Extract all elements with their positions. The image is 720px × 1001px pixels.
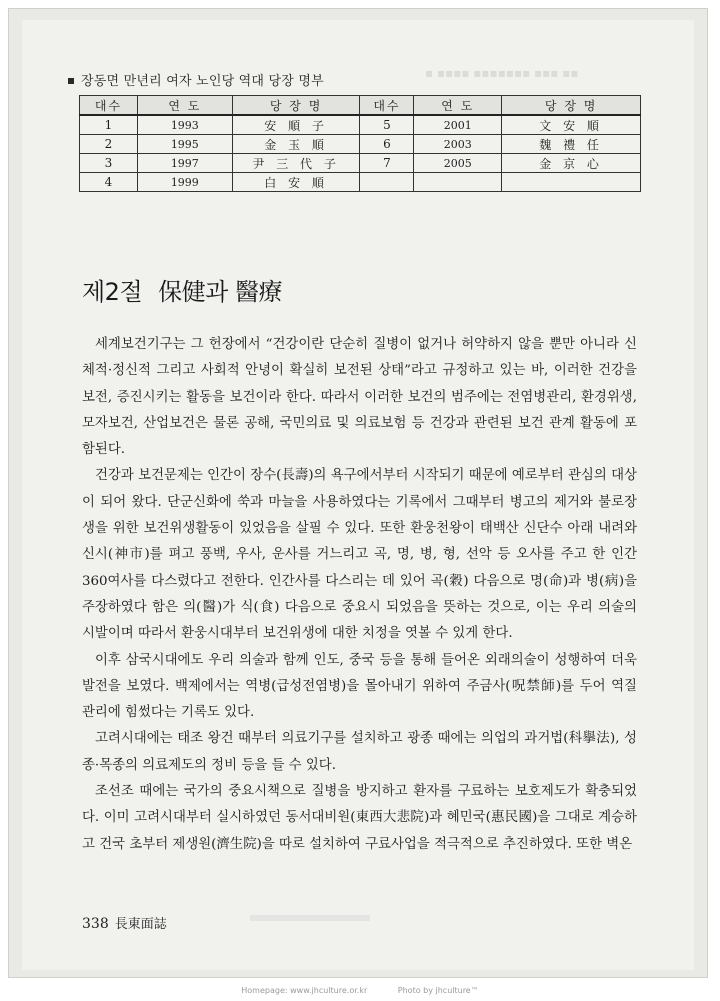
head-name-cell: 金 玉 順: [232, 135, 360, 154]
book-title: 長東面誌: [114, 917, 167, 932]
homepage-credit: Homepage: www.jhculture.or.kr: [241, 986, 368, 995]
year-cell: [414, 173, 502, 192]
header-cell: 대수: [80, 96, 138, 116]
term-cell: 6: [360, 135, 414, 154]
term-cell: [360, 173, 414, 192]
head-name-cell: 尹 三 代 子: [232, 154, 360, 173]
head-name-cell: 安 順 子: [232, 115, 360, 135]
table-row: [80, 135, 641, 154]
header-cell: 연 도: [414, 96, 502, 116]
head-name-cell: 金 京 心: [502, 154, 641, 173]
bleed-through-text: ▪ ▪▪▪▪ ▪▪▪▪▪▪▪ ▪▪▪ ▪▪: [425, 66, 579, 80]
section-title: 保健과 醫療: [158, 278, 282, 306]
header-cell: 당 장 명: [232, 96, 360, 116]
header-cell: 연 도: [137, 96, 232, 116]
paragraph: 고려시대에는 태조 왕건 때부터 의료기구를 설치하고 광종 때에는 의업의 과거법(科擧法), 성종·목종의 의료제도의 정비 등을 들 수 있다.: [82, 731, 637, 773]
table-header-row: [80, 96, 641, 116]
term-cell: 4: [80, 173, 138, 192]
year-cell: 1995: [137, 135, 232, 154]
term-cell: 7: [360, 154, 414, 173]
photographer-credit: Photo by jhculture™: [397, 986, 479, 995]
photo-credit: [0, 986, 720, 995]
table-caption: [68, 70, 324, 89]
year-cell: 1999: [137, 173, 232, 192]
heads-table: [79, 95, 641, 192]
section-number: 제2절: [82, 278, 143, 306]
term-cell: 1: [80, 115, 138, 135]
paragraph: 건강과 보건문제는 인간이 장수(長壽)의 욕구에서부터 시작되기 때문에 예로부터 관심의 대상이 되어 왔다. 단군신화에 쑥과 마늘을 사용하였다는 기록에서 그때부터 병고의 제거와 불로장생을 위한 보건위생활동이 있었음을 살필 수 있다. 또한 환웅천왕이 태백산 신단수 아래 내려와 신시(神市)를 펴고 풍백, 우사, 운사를 거느리고 곡, 명, 병, 형, 선악 등 오사를 주고 한 인간 360여사를 다스렸다고 전한다. 인간사를 다스리는 데 있어 곡(穀) 다음으로 명(命)과 병(病)을 주장하였다 함은 의(醫)가 식(食) 다음으로 중요시 되었음을 뜻하는 것으로, 이는 우리 의술의 시발이며 따라서 환웅시대부터 보건위생에 대한 치정을 엿볼 수 있게 한다.: [82, 468, 637, 642]
paragraph: 조선조 때에는 국가의 중요시책으로 질병을 방지하고 환자를 구료하는 보호제도가 확충되었다. 이미 고려시대부터 실시하였던 동서대비원(東西大悲院)과 혜민국(惠民國)을 그대로 계승하고 건국 초부터 제생원(濟生院)을 따로 설치하여 구료사업을 적극적으로 추진하였다. 또한 벽온: [82, 784, 637, 852]
year-cell: 1997: [137, 154, 232, 173]
term-cell: 2: [80, 135, 138, 154]
year-cell: 2003: [414, 135, 502, 154]
section-heading: [82, 272, 282, 307]
year-cell: 2001: [414, 115, 502, 135]
term-cell: 3: [80, 154, 138, 173]
table-row: [80, 154, 641, 173]
header-cell: 대수: [360, 96, 414, 116]
paragraph: 이후 삼국시대에도 우리 의술과 함께 인도, 중국 등을 통해 들어온 외래의술이 성행하여 더욱 발전을 보였다. 백제에서는 역병(급성전염병)을 몰아내기 위하여 주금사(呪禁師)를 두어 역질 관리에 힘썼다는 기록도 있다.: [82, 652, 637, 721]
paragraph: 세계보건기구는 그 헌장에서 “건강이란 단순히 질병이 없거나 허약하지 않을 뿐만 아니라 신체적·정신적 그리고 사회적 안녕이 확실히 보전된 상태”라고 규정하고 있는 바, 이러한 건강을 보전, 증진시키는 활동을 보건이라 한다. 따라서 이러한 보건의 범주에는 전염병관리, 환경위생, 모자보건, 산업보건은 물론 공해, 국민의료 및 의료보험 등 건강과 관련된 보건 관계 활동에 포함된다.: [82, 337, 637, 458]
page-number: 338: [82, 916, 109, 932]
body-text: [82, 332, 637, 858]
header-cell: 당 장 명: [502, 96, 641, 116]
table-caption-text: 장동면 만년리 여자 노인당 역대 당장 명부: [81, 74, 324, 89]
head-name-cell: 文 安 順: [502, 115, 641, 135]
square-bullet-icon: [68, 78, 74, 84]
bleed-through-mark: [250, 915, 370, 921]
term-cell: 5: [360, 115, 414, 135]
head-name-cell: 魏 禮 任: [502, 135, 641, 154]
head-name-cell: [502, 173, 641, 192]
page-footer: [82, 913, 167, 932]
year-cell: 2005: [414, 154, 502, 173]
table-row: [80, 115, 641, 135]
year-cell: 1993: [137, 115, 232, 135]
table-row: [80, 173, 641, 192]
head-name-cell: 白 安 順: [232, 173, 360, 192]
